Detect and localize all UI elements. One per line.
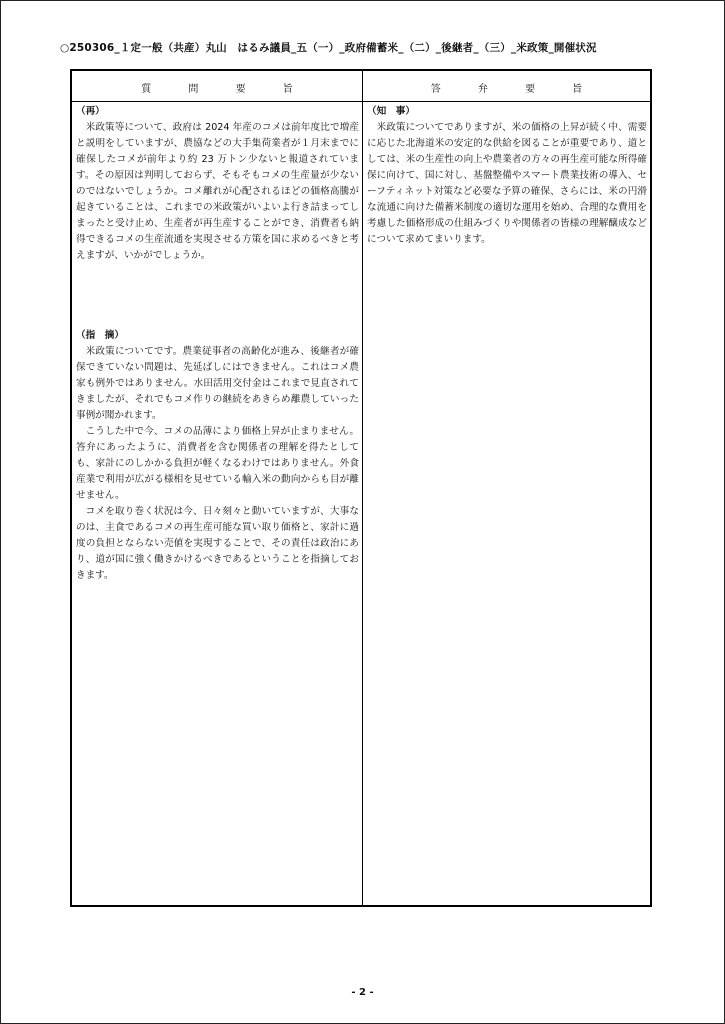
header-char: 質 bbox=[141, 84, 152, 95]
header-char: 旨 bbox=[282, 84, 293, 95]
question-summary-header bbox=[72, 80, 362, 95]
section-label: （指 摘） bbox=[76, 330, 124, 341]
paragraph: こうした中で今、コメの品薄により価格上昇が止まりません。答弁にあったように、消費者を含む関係者の理解を得たとしても、家計にのしかかる負担が軽くなるわけではありません。外食産業で利用が広がる様相を見せている輸入米の動向からも目が離せません。 bbox=[76, 426, 359, 501]
answer-summary-header bbox=[363, 80, 650, 95]
header-char: 要 bbox=[235, 84, 246, 95]
page-number: - 2 - bbox=[351, 987, 374, 998]
answer-cell bbox=[367, 104, 647, 248]
question-cell bbox=[76, 104, 359, 584]
header-char: 問 bbox=[188, 84, 199, 95]
paragraph: コメを取り巻く状況は今、日々刻々と動いていますが、大事なのは、主食であるコメの再生産可能な買い取り価格と、家計に過度の負担とならない売値を実現することで、その責任は政治にあり、道が国に強く働きかけるべきであるということを指摘しておきます。 bbox=[76, 506, 359, 581]
paragraph: 米政策等について、政府は 2024 年産のコメは前年度比で増産と説明をしていますが、農協などの大手集荷業者が１月末までに確保したコメが前年より約 23 万トン少ないと報道されています。その原因は判明しておらず、そもそもコメの生産量が少ないのではないでしょうか。コメ離れが心配されるほどの価格高騰が起きていることは、これまでの米政策がいよいよ行き詰まってしまったと受け止め、生産者が再生産することができ、消費者も納得できるコメの生産流通を実現させる方策を国に求めるべきと考えますが、いかがでしょうか。 bbox=[76, 122, 359, 261]
paragraph: 米政策についてです。農業従事者の高齢化が進み、後継者が確保できていない問題は、先延ばしにはできません。これはコメ農家も例外ではありません。水田活用交付金はこれまで見直されてきましたが、それでもコメ作りの継続をあきらめ離農していった事例が聞かれます。 bbox=[76, 346, 359, 421]
column-divider bbox=[362, 71, 363, 905]
document-title: ○250306_１定一般（共産）丸山 はるみ議員_五（一）_政府備蓄米_（二）_後継者_（三）_米政策_開催状況 bbox=[60, 42, 597, 54]
question-section-reask bbox=[76, 104, 359, 264]
header-char: 旨 bbox=[572, 84, 583, 95]
section-label: （再） bbox=[76, 106, 105, 117]
header-char: 要 bbox=[525, 84, 536, 95]
spacer bbox=[76, 264, 359, 328]
section-label: （知 事） bbox=[367, 106, 415, 117]
question-section-point bbox=[76, 328, 359, 584]
header-char: 答 bbox=[430, 84, 441, 95]
header-char: 弁 bbox=[477, 84, 488, 95]
answer-section-governor bbox=[367, 104, 647, 248]
paragraph: 米政策についてでありますが、米の価格の上昇が続く中、需要に応じた北海道米の安定的な供給を図ることが重要であり、道としては、米の生産性の向上や農業者の方々の再生産可能な所得確保に向けて、国に対し、基盤整備やスマート農業技術の導入、セーフティネット対策など必要な予算の確保、さらには、米の円滑な流通に向けた備蓄米制度の適切な運用を始め、合理的な費用を考慮した価格形成の仕組みづくりや関係者の皆様の理解醸成などについて求めてまいります。 bbox=[367, 122, 647, 245]
qa-table bbox=[70, 69, 652, 907]
header-rule bbox=[72, 101, 650, 102]
